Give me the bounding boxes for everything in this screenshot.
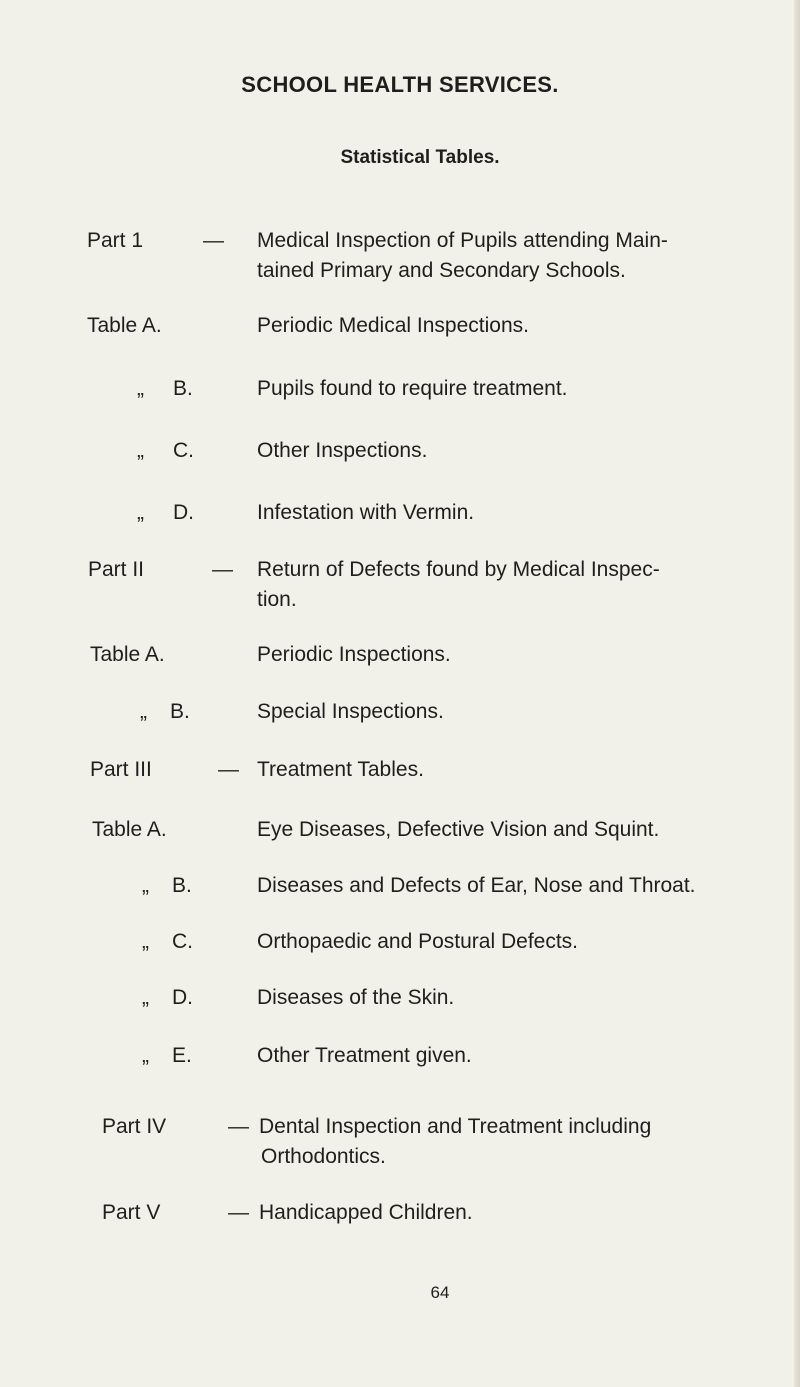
page-subtitle: Statistical Tables.	[340, 147, 500, 168]
entry-description: Eye Diseases, Defective Vision and Squint.	[257, 818, 660, 841]
entry-label: Table A.	[90, 643, 165, 666]
ditto-mark: „	[137, 439, 144, 462]
entry-description-continued: Orthodontics.	[261, 1145, 386, 1168]
entry-label: Part III	[90, 758, 152, 781]
entry-letter: D.	[173, 501, 194, 524]
entry-label: Part II	[88, 558, 145, 581]
entry-description: Periodic Inspections.	[257, 643, 451, 666]
entry-dash: —	[228, 1201, 249, 1224]
entry-letter: C.	[173, 439, 194, 462]
entry-description: Periodic Medical Inspections.	[257, 314, 529, 337]
ditto-mark: „	[137, 377, 144, 400]
entry-description: Special Inspections.	[257, 700, 444, 723]
entry-dash: —	[218, 758, 239, 781]
entry-letter: B.	[173, 377, 193, 400]
ditto-mark: „	[142, 986, 149, 1009]
entry-dash: —	[212, 558, 233, 581]
entry-label: Part 1	[87, 229, 144, 252]
page-number: 64	[430, 1283, 450, 1302]
page-edge-shadow	[794, 0, 800, 1387]
entry-description: Diseases of the Skin.	[257, 986, 455, 1009]
entry-label: Part IV	[102, 1115, 167, 1138]
entry-description: Other Treatment given.	[257, 1044, 472, 1067]
entry-description: Diseases and Defects of Ear, Nose and Throat.	[257, 874, 696, 897]
entry-dash: —	[203, 229, 224, 252]
entry-description: Other Inspections.	[257, 439, 428, 462]
entry-description: Medical Inspection of Pupils attending Main-	[257, 229, 668, 252]
entry-label: Part V	[102, 1201, 161, 1224]
page-title: SCHOOL HEALTH SERVICES.	[241, 72, 559, 97]
entry-letter: C.	[172, 930, 193, 953]
entry-label: Table A.	[87, 314, 162, 337]
entry-description-continued: tion.	[257, 588, 297, 611]
ditto-mark: „	[142, 930, 149, 953]
entry-label: Table A.	[92, 818, 167, 841]
entry-description: Treatment Tables.	[257, 758, 424, 781]
ditto-mark: „	[140, 700, 147, 723]
entry-description: Dental Inspection and Treatment including	[259, 1115, 652, 1138]
entry-letter: E.	[172, 1044, 192, 1067]
entry-letter: D.	[172, 986, 193, 1009]
entry-description-continued: tained Primary and Secondary Schools.	[257, 259, 626, 282]
entry-description: Pupils found to require treatment.	[257, 377, 568, 400]
entry-description: Infestation with Vermin.	[257, 501, 475, 524]
entry-description: Return of Defects found by Medical Inspec-	[257, 558, 660, 581]
entry-dash: —	[228, 1115, 249, 1138]
entry-letter: B.	[172, 874, 192, 897]
ditto-mark: „	[142, 1044, 149, 1067]
entry-letter: B.	[170, 700, 190, 723]
entry-description: Handicapped Children.	[259, 1201, 473, 1224]
ditto-mark: „	[137, 501, 144, 524]
entry-description: Orthopaedic and Postural Defects.	[257, 930, 579, 953]
ditto-mark: „	[142, 874, 149, 897]
